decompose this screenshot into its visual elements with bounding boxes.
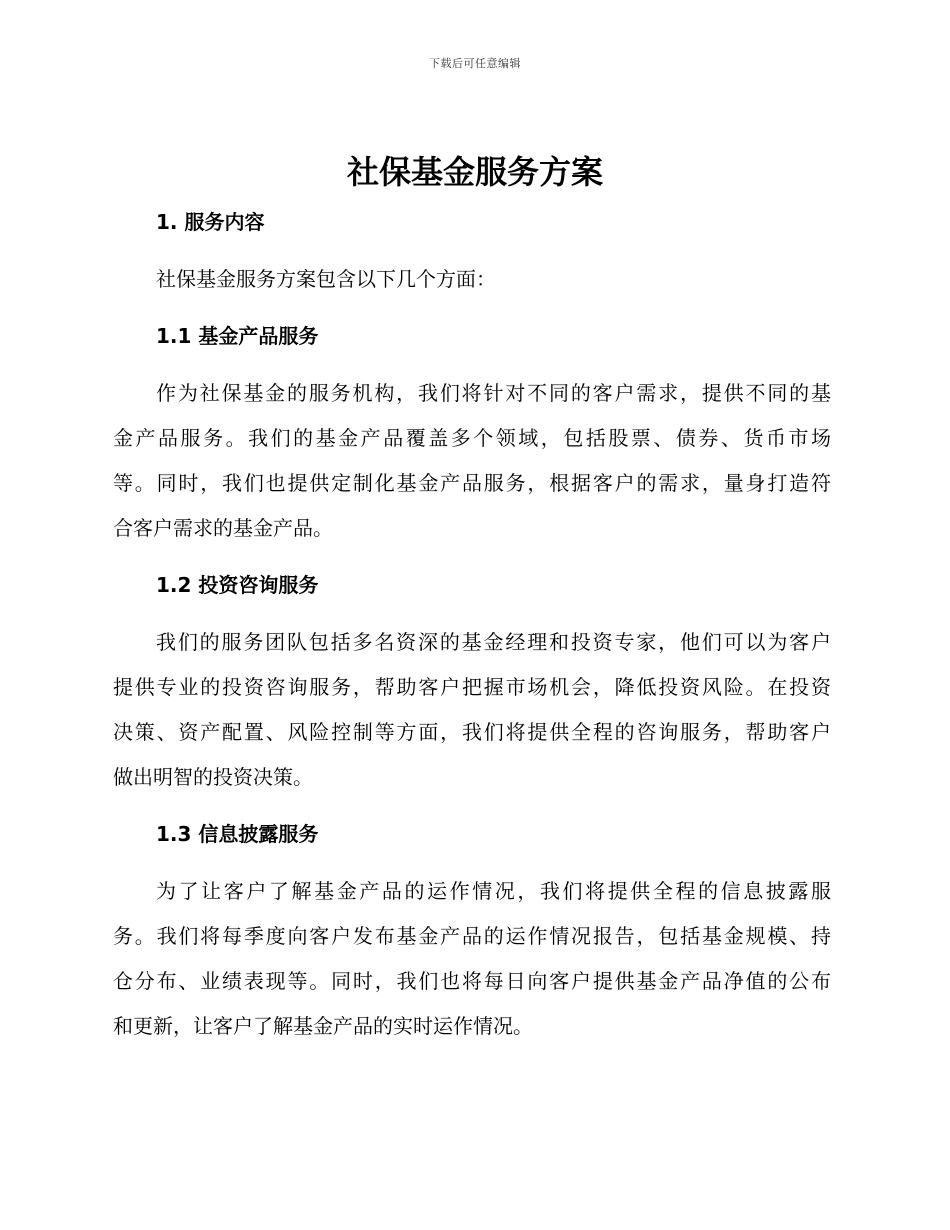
paragraph-line: 作为社保基金的服务机构，我们将针对不同的客户需求，提供不同的基 <box>156 381 831 405</box>
intro-paragraph: 社保基金服务方案包含以下几个方面： <box>156 267 496 291</box>
paragraph-1-3 <box>113 869 831 1049</box>
paragraph-line: 金产品服务。我们的基金产品覆盖多个领域，包括股票、债券、货币市场 <box>113 426 831 450</box>
paragraph-line: 务。我们将每季度向客户发布基金产品的运作情况报告，包括基金规模、持 <box>113 924 831 948</box>
paragraph-line: 做出明智的投资决策。 <box>113 765 313 789</box>
section-heading-1-3: 1.3 信息披露服务 <box>156 822 319 846</box>
section-heading-1-2: 1.2 投资咨询服务 <box>156 573 319 597</box>
paragraph-1-1 <box>113 371 831 551</box>
page-title: 社保基金服务方案 <box>346 153 603 191</box>
paragraph-line: 我们的服务团队包括多名资深的基金经理和投资专家，他们可以为客户 <box>156 630 831 654</box>
section-heading-1: 1. 服务内容 <box>156 210 265 234</box>
paragraph-line: 决策、资产配置、风险控制等方面，我们将提供全程的咨询服务，帮助客户 <box>113 720 831 744</box>
header-note: 下载后可任意编辑 <box>429 57 521 70</box>
paragraph-line: 仓分布、业绩表现等。同时，我们也将每日向客户提供基金产品净值的公布 <box>113 969 831 993</box>
section-heading-1-1: 1.1 基金产品服务 <box>156 324 319 348</box>
paragraph-line: 为了让客户了解基金产品的运作情况，我们将提供全程的信息披露服 <box>156 879 831 903</box>
paragraph-line: 等。同时，我们也提供定制化基金产品服务，根据客户的需求，量身打造符 <box>113 471 831 495</box>
paragraph-1-2 <box>113 620 831 800</box>
paragraph-line: 和更新，让客户了解基金产品的实时运作情况。 <box>113 1014 533 1038</box>
paragraph-line: 合客户需求的基金产品。 <box>113 516 333 540</box>
paragraph-line: 提供专业的投资咨询服务，帮助客户把握市场机会，降低投资风险。在投资 <box>113 675 831 699</box>
